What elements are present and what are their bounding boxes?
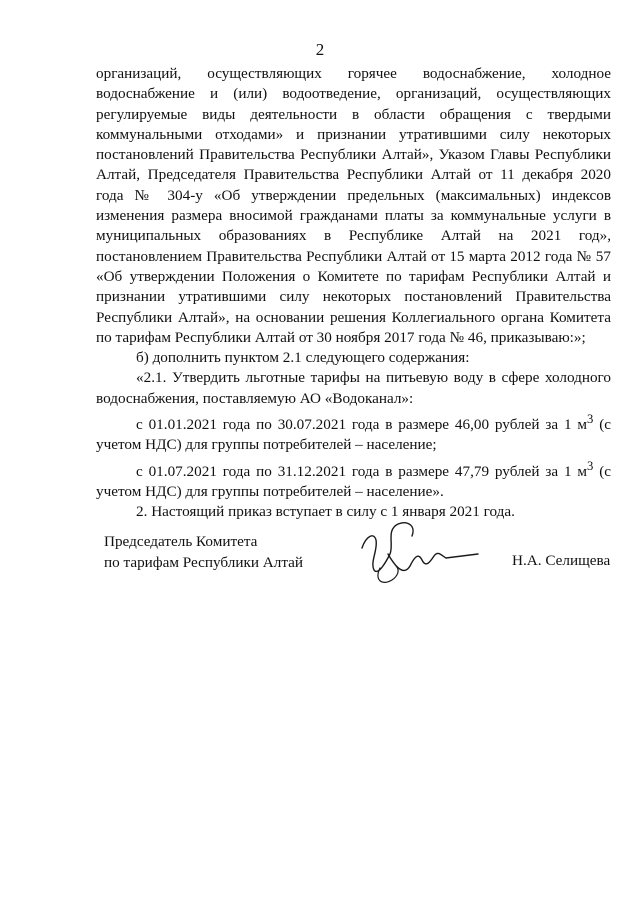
tariff-second-tail: (с учетом НДС) для группы потребителей – население». [96, 462, 611, 501]
tariff-second-text: с 01.07.2021 года по 31.12.2021 года в размере 47,79 рублей за 1 м [136, 462, 588, 480]
tariff-first-tail: (с учетом НДС) для группы потребителей – население; [96, 416, 611, 454]
paragraph-continuation: организаций, осуществляющих горячее водоснабжение, холодное водоснабжение и (или) водоотведение, организаций, осуществляющих регулируемые виды деятельности в области обращения с твердыми коммунальными отходами» и признании утратившими силу некоторых постановлений Правительства Республики Алтай», Указом Главы Республики Алтай, Председателя Правительства Республики Алтай от 11 декабря 2020 года № 304-у «Об утверждении предельных (максимальных) индексов изменения размера вносимой гражданами платы за коммунальные услуги в муниципальных образованиях в Республике Алтай на 2021 год», постановлением Правительства Республики Алтай от 15 марта 2012 года № 57 «Об утверждении Положения о Комитете по тарифам Республики Алтай и признании утратившими силу некоторых постановлений Правительства Республики Алтай», на основании решения Коллегиального органа Комитета по тарифам Республики Алтай от 30 ноября 2017 года № 46, приказываю:»; [96, 65, 611, 346]
paragraph-effective-date: 2. Настоящий приказ вступает в силу с 1 января 2021 года. [136, 503, 515, 521]
signatory-title-line2: по тарифам Республики Алтай [104, 553, 304, 571]
document-body [96, 64, 611, 523]
handwritten-signature [352, 510, 480, 590]
signatory-title [104, 532, 303, 573]
paragraph-amendment-b: б) дополнить пунктом 2.1 следующего содержания: [136, 349, 470, 367]
paragraph-tariff-second-half [96, 456, 611, 503]
cubic-superscript: 3 [587, 412, 594, 427]
cubic-superscript: 3 [587, 458, 594, 473]
tariff-first-text: с 01.01.2021 года по 30.07.2021 года в размере 46,00 рублей за 1 м [136, 416, 588, 434]
signatory-name: Н.А. Селищева [512, 552, 611, 569]
signatory-title-line1: Председатель Комитета [104, 533, 258, 550]
paragraph-clause-2-1: «2.1. Утвердить льготные тарифы на питьевую воду в сфере холодного водоснабжения, поставляемую АО «Водоканал»: [96, 369, 611, 407]
page-number: 2 [315, 40, 325, 59]
paragraph-tariff-first-half [96, 409, 611, 456]
